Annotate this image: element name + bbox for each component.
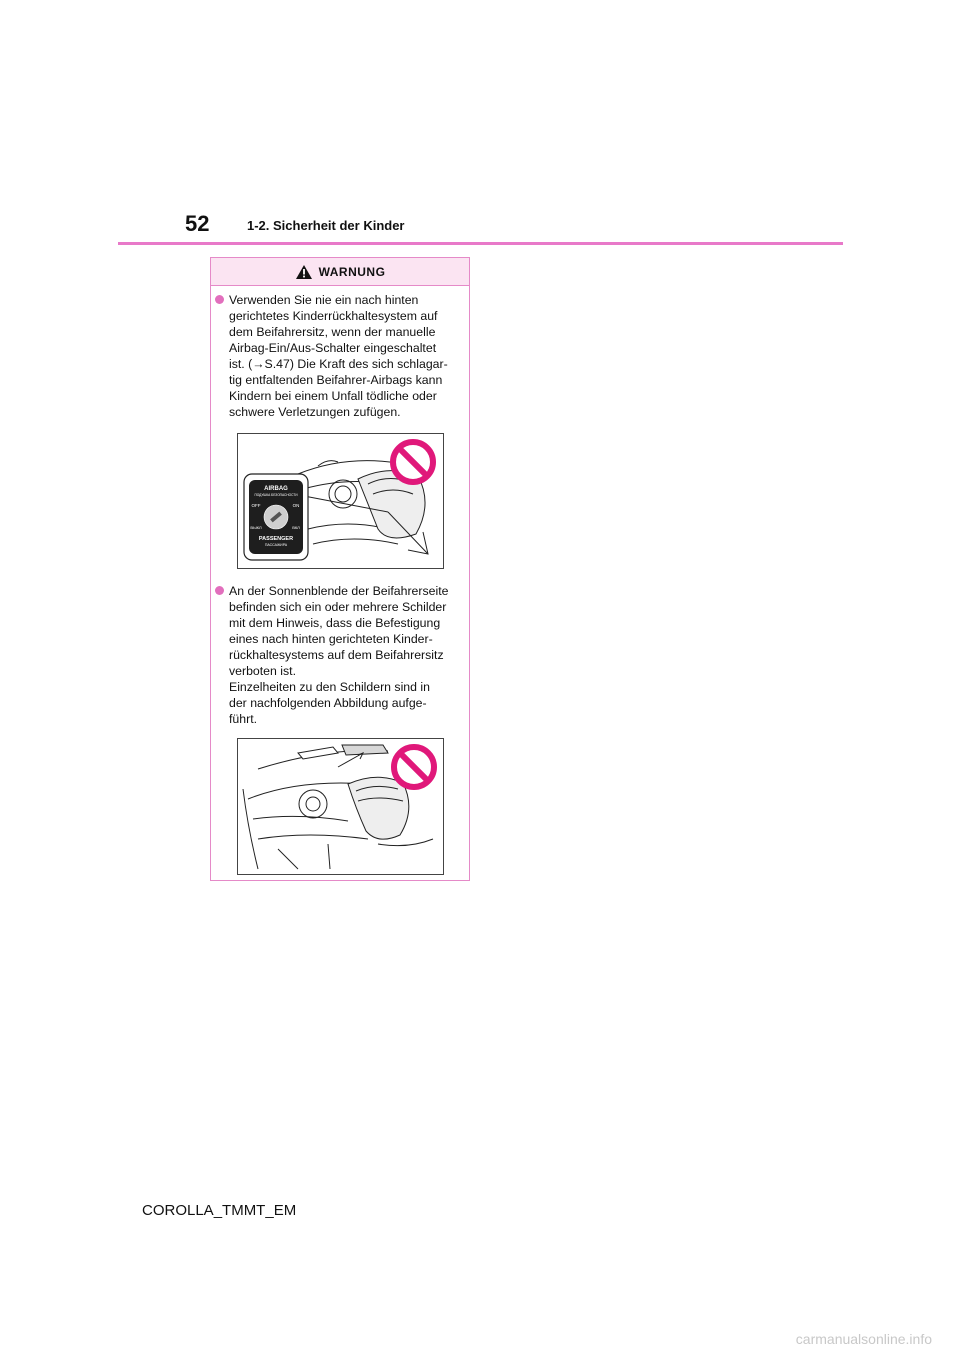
airbag-switch-illustration [237,433,444,569]
switch-label-on-cyrillic: ВКЛ [292,525,300,530]
sun-visor-illustration [237,738,444,875]
switch-label-off: OFF [251,503,261,508]
page-number: 52 [185,211,210,236]
switch-label-airbag: AIRBAG [264,486,288,492]
switch-label-passenger-cyrillic: ПАССАЖИРА [264,543,288,547]
warning-title: WARNUNG [318,264,386,279]
warning-item-text: Verwenden Sie nie ein nach hinten gerichtetes Kinderrückhaltesystem auf dem Beifahrersitz, wenn der manuelle Airbag-Ein/Aus-Schalter eingeschaltet ist. (→S.47) Die Kraft des sich schlagar- tig entfaltenden Beifahrer-Airbags kann Kindern bei einem Unfall tödliche oder schwere Verletzungen zufügen. [229,293,448,419]
section-title: 1-2. Sicherheit der Kinder [247,218,405,233]
prohibition-icon [394,747,434,787]
bullet-icon [215,295,224,304]
bullet-icon [215,586,224,595]
warning-item-2 [215,583,465,727]
switch-label-on: ON [292,503,300,508]
switch-label-off-cyrillic: ВЫКЛ [250,525,262,530]
switch-label-passenger: PASSENGER [258,536,294,542]
warning-box [210,257,470,881]
watermark: carmanualsonline.info [795,1331,932,1347]
warning-triangle-icon [295,264,313,280]
warning-item-1 [215,292,465,420]
prohibition-icon [393,442,433,482]
switch-label-airbag-cyrillic: ПОДУШКА БЕЗОПАСНОСТИ [254,493,298,497]
header-divider [118,242,843,245]
document-code: COROLLA_TMMT_EM [142,1202,297,1219]
warning-item-text: An der Sonnenblende der Beifahrerseite befinden sich ein oder mehrere Schilder mit dem Hinweis, dass die Befestigung eines nach hinten gerichteten Kinder- rückhaltesystems auf dem Beifahrersitz verboten ist. Einzelheiten zu den Schildern sind in der nachfolgenden Abbildung aufge- führt. [229,584,449,726]
warning-header [211,258,469,286]
